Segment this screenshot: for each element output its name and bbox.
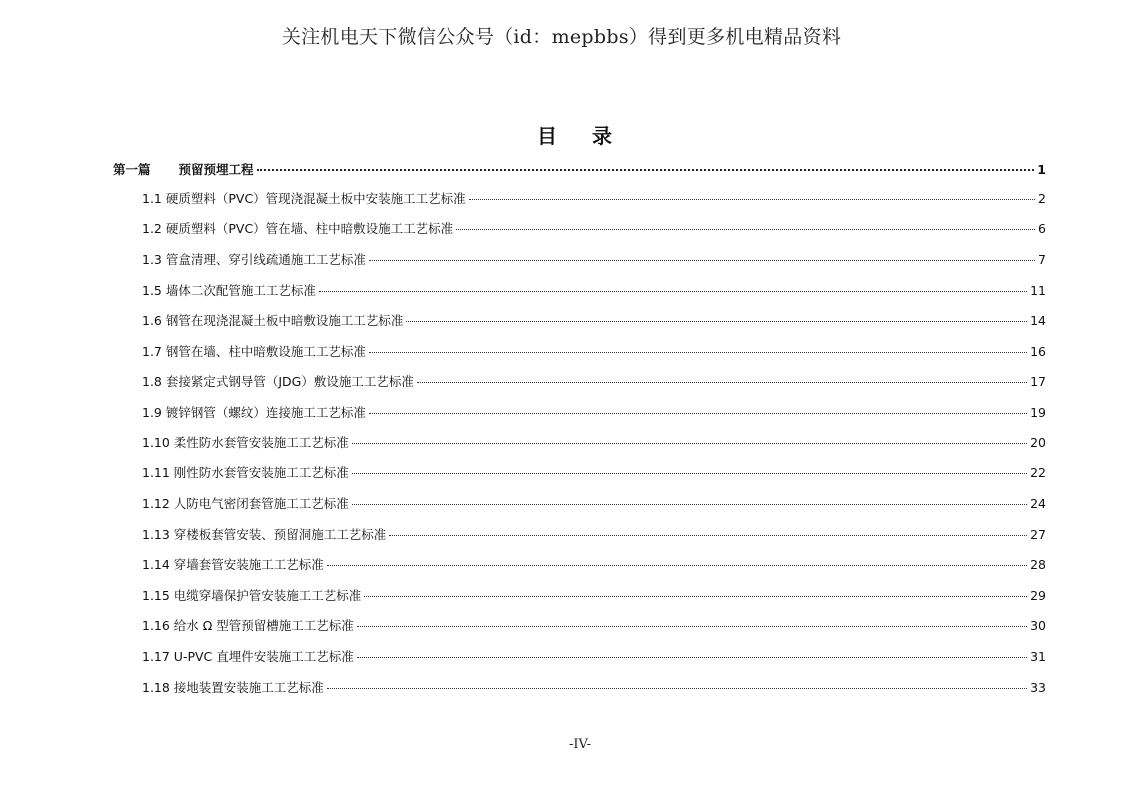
page-number: 29 — [1030, 588, 1046, 603]
page-number: 16 — [1030, 344, 1046, 359]
toc-entry[interactable] — [142, 219, 1046, 241]
dot-leader — [369, 260, 1035, 261]
dot-leader — [352, 473, 1027, 474]
entry-title: 1.8 套接紧定式钢导管（JDG）敷设施工工艺标准 — [142, 374, 414, 389]
dot-leader — [369, 352, 1027, 353]
toc-entry[interactable] — [142, 250, 1046, 272]
dot-leader — [369, 413, 1027, 414]
entry-title: 1.11 刚性防水套管安装施工工艺标准 — [142, 465, 349, 480]
page-number: 22 — [1030, 465, 1046, 480]
toc-entry[interactable] — [142, 494, 1046, 516]
entry-title: 1.13 穿楼板套管安装、预留洞施工工艺标准 — [142, 527, 387, 542]
dot-leader — [327, 688, 1027, 689]
toc-entry[interactable] — [142, 647, 1046, 669]
toc-entry[interactable] — [142, 189, 1046, 211]
dot-leader — [389, 535, 1027, 536]
entry-title: 1.10 柔性防水套管安装施工工艺标准 — [142, 435, 349, 450]
page-number: 14 — [1030, 313, 1046, 328]
page-number: 19 — [1030, 405, 1046, 420]
page-footer-number: -IV- — [568, 737, 592, 752]
dot-leader — [417, 382, 1027, 383]
toc-entry[interactable] — [142, 372, 1046, 394]
entry-title: 1.18 接地装置安装施工工艺标准 — [142, 680, 324, 695]
toc-entry[interactable] — [142, 403, 1046, 425]
entry-title: 1.17 U-PVC 直埋件安装施工工艺标准 — [142, 649, 354, 664]
toc-entry[interactable] — [142, 678, 1046, 700]
dot-leader — [319, 291, 1027, 292]
page-number: 1 — [1037, 162, 1046, 177]
entry-title: 1.1 硬质塑料（PVC）管现浇混凝土板中安装施工工艺标准 — [142, 191, 466, 206]
entry-title: 1.9 镀锌钢管（螺纹）连接施工工艺标准 — [142, 405, 366, 420]
toc-entry[interactable] — [142, 433, 1046, 455]
toc-entry[interactable] — [142, 281, 1046, 303]
toc-entry[interactable] — [142, 555, 1046, 577]
entry-title: 1.2 硬质塑料（PVC）管在墙、柱中暗敷设施工工艺标准 — [142, 221, 454, 236]
dot-leader — [357, 626, 1027, 627]
page-number: 31 — [1030, 649, 1046, 664]
entry-title: 1.16 给水 Ω 型管预留槽施工工艺标准 — [142, 618, 354, 633]
entry-title: 1.14 穿墙套管安装施工工艺标准 — [142, 557, 324, 572]
entry-title: 1.7 钢管在墙、柱中暗敷设施工工艺标准 — [142, 344, 366, 359]
toc-entry[interactable] — [142, 586, 1046, 608]
page-number: 24 — [1030, 496, 1046, 511]
dot-leader — [327, 565, 1027, 566]
toc-title: 目 录 — [537, 124, 626, 148]
toc-entry[interactable] — [142, 463, 1046, 485]
page-number: 6 — [1038, 221, 1046, 236]
dot-leader — [352, 504, 1027, 505]
toc-entry[interactable] — [142, 311, 1046, 333]
page-number: 20 — [1030, 435, 1046, 450]
dot-leader — [456, 229, 1035, 230]
page-number: 17 — [1030, 374, 1046, 389]
page-number: 7 — [1038, 252, 1046, 267]
dot-leader — [352, 443, 1027, 444]
part-title: 预留预埋工程 — [178, 162, 254, 177]
toc-entry[interactable] — [142, 342, 1046, 364]
toc-entry[interactable] — [142, 616, 1046, 638]
entry-title: 1.6 钢管在现浇混凝土板中暗敷设施工工艺标准 — [142, 313, 404, 328]
page-number: 2 — [1038, 191, 1046, 206]
entry-title: 1.15 电缆穿墙保护管安装施工工艺标准 — [142, 588, 362, 603]
toc-entry[interactable] — [142, 525, 1046, 547]
header-note: 关注机电天下微信公众号（id：mepbbs）得到更多机电精品资料 — [281, 26, 842, 48]
page-number: 27 — [1030, 527, 1046, 542]
page-number: 30 — [1030, 618, 1046, 633]
page-number: 28 — [1030, 557, 1046, 572]
dot-leader — [357, 657, 1027, 658]
entry-title: 1.3 管盒清理、穿引线疏通施工工艺标准 — [142, 252, 366, 267]
toc-part-row[interactable] — [113, 160, 1046, 182]
page-number: 11 — [1030, 283, 1046, 298]
entry-title: 1.5 墙体二次配管施工工艺标准 — [142, 283, 316, 298]
part-number: 第一篇 — [113, 162, 151, 177]
dot-leader — [469, 199, 1035, 200]
page-number: 33 — [1030, 680, 1046, 695]
dot-leader — [406, 321, 1027, 322]
dot-leader — [364, 596, 1027, 597]
dot-leader — [257, 169, 1035, 171]
entry-title: 1.12 人防电气密闭套管施工工艺标准 — [142, 496, 349, 511]
